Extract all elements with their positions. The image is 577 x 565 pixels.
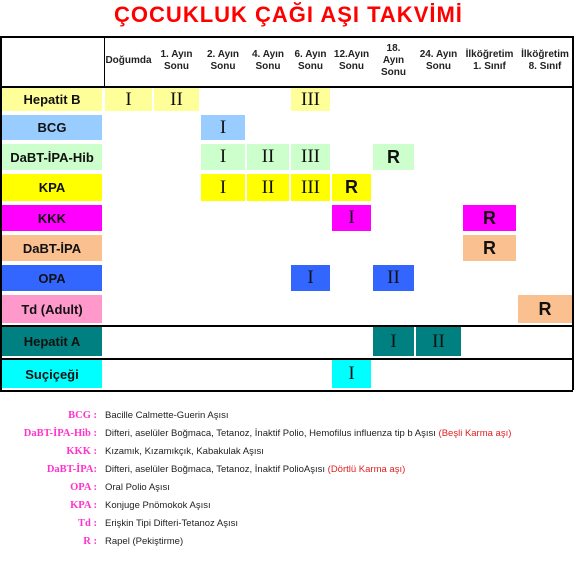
column-header-line: 4. Ayın [251, 49, 285, 60]
legend-abbreviation: KKK : [66, 446, 97, 457]
header-divider [0, 86, 573, 88]
dose-cell: R [373, 144, 414, 170]
column-header [517, 36, 573, 86]
legend-description [105, 536, 183, 547]
dose-cell: I [291, 265, 330, 291]
dose-cell: R [518, 295, 572, 323]
row-label: Td (Adult) [2, 295, 102, 323]
row-divider [0, 358, 573, 360]
column-header [104, 36, 153, 86]
legend-item [0, 428, 577, 446]
dose-cell: I [332, 205, 371, 231]
table-border-left [0, 36, 2, 390]
legend-item [0, 500, 577, 518]
dose-cell: II [373, 265, 414, 291]
dose-cell: R [332, 174, 371, 201]
dose-cell: I [373, 327, 414, 356]
dose-cell: III [291, 174, 330, 201]
dose-cell: R [463, 205, 516, 231]
legend-description-text: Erişkin Tipi Difteri-Tetanoz Aşısı [105, 518, 239, 529]
column-header-line: Sonu [381, 67, 406, 78]
dose-cell: I [201, 115, 245, 140]
dose-cell: III [291, 88, 330, 111]
row-label: KKK [2, 205, 102, 231]
legend-abbreviation: BCG : [68, 410, 97, 421]
column-header-line: Sonu [339, 61, 364, 72]
legend-abbreviation: DaBT-İPA: [46, 464, 97, 475]
legend-item [0, 482, 577, 500]
column-header [462, 36, 517, 86]
row-label: DaBT-İPA-Hib [2, 144, 102, 170]
row-label: KPA [2, 174, 102, 201]
column-header-line: Sonu [210, 61, 236, 72]
column-header-line: 24. Ayın [419, 49, 458, 60]
row-label: OPA [2, 265, 102, 291]
legend-item [0, 464, 577, 482]
legend-item [0, 518, 577, 536]
row-label: DaBT-İPA [2, 235, 102, 261]
legend-abbreviation: OPA : [70, 482, 97, 493]
dose-cell: II [416, 327, 461, 356]
column-header-line: İlköğretim [465, 49, 514, 60]
column-header-line: 6. Ayın [294, 49, 327, 60]
legend-description [105, 464, 405, 475]
section-divider [0, 325, 573, 327]
dose-cell: III [291, 144, 330, 170]
dose-cell: I [332, 360, 371, 388]
row-label: Suçiçeği [2, 360, 102, 388]
legend-description [105, 410, 229, 421]
legend-abbreviation: R : [83, 536, 97, 547]
column-header [415, 36, 462, 86]
legend-description-text: Kızamık, Kızamıkçık, Kabakulak Aşısı [105, 446, 264, 457]
column-header [331, 36, 372, 86]
row-label: Hepatit B [2, 88, 102, 111]
legend-description [105, 518, 238, 529]
dose-cell: II [154, 88, 199, 111]
legend-description-text: Bacille Calmette-Guerin Aşısı [105, 410, 229, 421]
column-header-line: Sonu [255, 61, 281, 72]
dose-cell: R [463, 235, 516, 261]
column-header-line: Sonu [426, 61, 451, 72]
row-label: BCG [2, 115, 102, 140]
legend-item [0, 410, 577, 428]
legend-note: (Dörtlü Karma aşı) [327, 464, 406, 475]
column-header [200, 36, 246, 86]
legend-description [105, 428, 511, 439]
row-label: Hepatit A [2, 327, 102, 356]
legend-note: (Beşli Karma aşı) [438, 428, 512, 439]
column-header [290, 36, 331, 86]
column-divider [104, 36, 105, 86]
legend-description-text: Difteri, aselüler Boğmaca, Tetanoz, İnaktif Polio, Hemofilus influenza tip b Aşısı [105, 428, 436, 439]
column-header-line: 2. Ayın [206, 49, 240, 60]
column-header-line: Sonu [164, 61, 189, 72]
dose-cell: I [105, 88, 152, 111]
table-border-right [572, 36, 574, 390]
legend-description-text: Konjuge Pnömokok Aşısı [105, 500, 211, 511]
dose-cell: II [247, 144, 289, 170]
page-title: ÇOCUKLUK ÇAĞI AŞI TAKVİMİ [114, 2, 463, 27]
column-header-line: 1. Ayın [160, 49, 193, 60]
column-header [153, 36, 200, 86]
column-header-line: İlköğretim [521, 49, 569, 60]
column-header-line: 1. Sınıf [473, 61, 506, 72]
legend-description-text: Rapel (Pekiştirme) [105, 536, 184, 547]
column-header-line: 18. [386, 43, 401, 54]
column-header-line: 8. Sınıf [528, 61, 562, 72]
legend-description [105, 500, 211, 511]
column-header-line: Doğumda [105, 55, 152, 66]
column-header [246, 36, 290, 86]
legend-abbreviation: Td : [78, 518, 97, 529]
table-border-top [0, 36, 573, 38]
legend-item [0, 446, 577, 464]
column-header [372, 36, 415, 86]
column-header-line: Ayın [382, 55, 405, 66]
dose-cell: I [201, 174, 245, 201]
dose-cell: I [201, 144, 245, 170]
dose-cell: II [247, 174, 289, 201]
legend-abbreviation: KPA : [70, 500, 97, 511]
legend-description-text: Difteri, aselüler Boğmaca, Tetanoz, İnaktif PolioAşısı [105, 464, 326, 475]
table-border-bottom [0, 390, 573, 392]
column-header-line: Sonu [298, 61, 323, 72]
legend-description [105, 482, 170, 493]
legend-description-text: Oral Polio Aşısı [105, 482, 170, 493]
legend-abbreviation: DaBT-İPA-Hib : [23, 428, 97, 439]
column-header-line: 12.Ayın [333, 49, 370, 60]
legend-item [0, 536, 577, 554]
legend-description [105, 446, 264, 457]
